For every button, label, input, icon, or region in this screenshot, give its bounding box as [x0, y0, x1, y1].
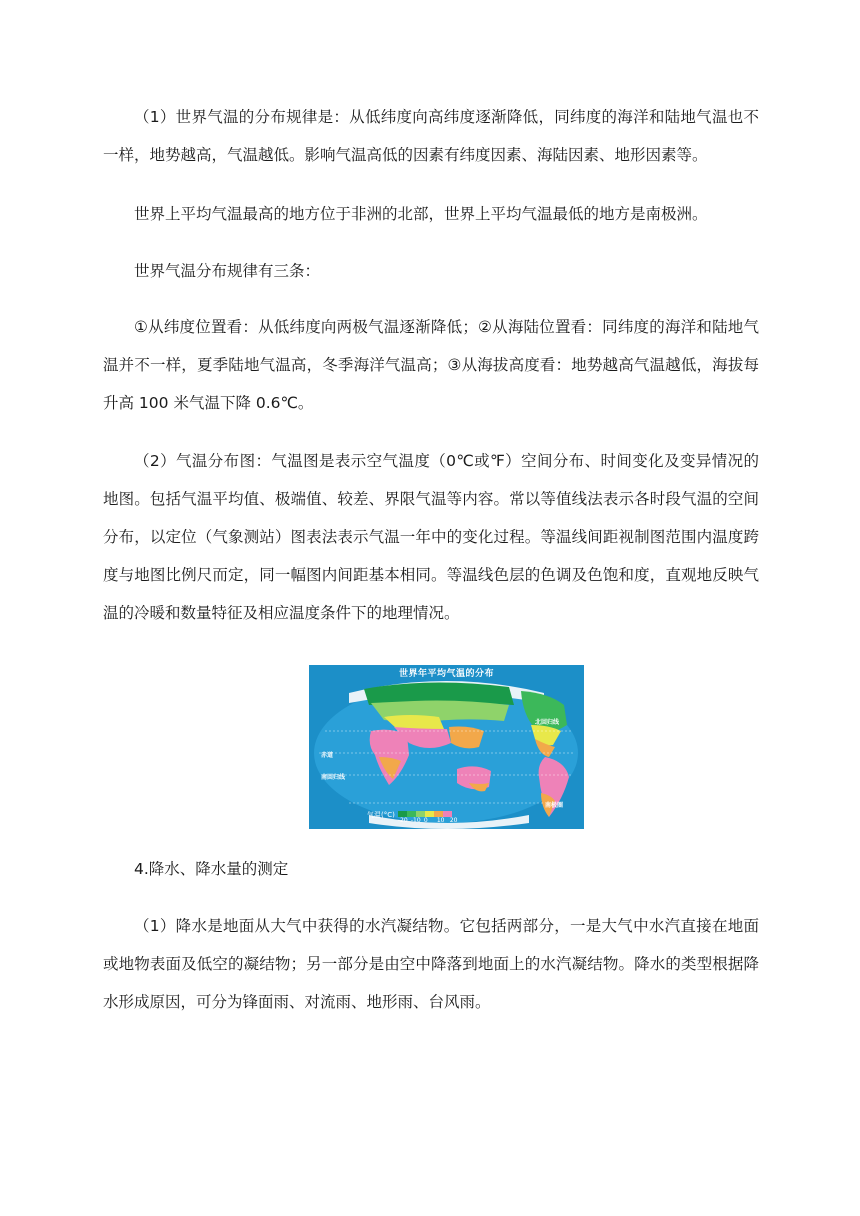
legend-tick-label: 20 [449, 817, 458, 824]
section-heading-precipitation: 4.降水、降水量的测定 [134, 860, 289, 878]
paragraph-temperature-rule: （1）世界气温的分布规律是：从低纬度向高纬度逐渐降低，同纬度的海洋和陆地气温也不一样，地势越高，气温越低。影响气温高低的因素有纬度因素、海陆因素、地形因素等。 [103, 108, 759, 164]
label-tropic-north: 北回归线 [535, 719, 560, 726]
paragraph-precipitation: （1）降水是地面从大气中获得的水汽凝结物。它包括两部分，一是大气中水汽直接在地面或地物表面及低空的凝结物；另一部分是由空中降落到地面上的水汽凝结物。降水的类型根据降水形成原因，可分为锋面雨、对流雨、地形雨、台风雨。 [103, 917, 759, 1011]
paragraph-three-rules: ①从纬度位置看：从低纬度向两极气温逐渐降低；②从海陆位置看：同纬度的海洋和陆地气温并不一样，夏季陆地气温高，冬季海洋气温高；③从海拔高度看：地势越高气温越低，海拔每升高 100 米气温下降 0.6℃。 [103, 318, 759, 412]
world-temperature-map [309, 665, 584, 829]
label-equator: 赤道 [321, 752, 334, 759]
legend-tick-row [398, 817, 463, 825]
legend-tick-label: 10 [436, 817, 445, 824]
paragraph-extremes: 世界上平均气温最高的地方位于非洲的北部，世界上平均气温最低的地方是南极洲。 [134, 205, 708, 223]
label-tropic-south: 南回归线 [321, 774, 346, 781]
map-graphic [309, 665, 584, 829]
map-legend [367, 811, 463, 827]
paragraph-three-rules-intro: 世界气温分布规律有三条： [134, 262, 321, 280]
map-title: 世界年平均气温的分布 [398, 669, 494, 679]
legend-title: 气温(°C) [367, 811, 395, 819]
legend-tick-label: 0 [423, 817, 428, 824]
label-antarctic-circle: 南极圈 [545, 802, 564, 809]
legend-tick-label: -10 [410, 817, 421, 824]
paragraph-temperature-map: （2）气温分布图：气温图是表示空气温度（0℃或℉）空间分布、时间变化及变异情况的地图。包括气温平均值、极端值、较差、界限气温等内容。常以等值线法表示各时段气温的空间分布，以定位（气象测站）图表法表示气温一年中的变化过程。等温线间距视制图范围内温度跨度与地图比例尺而定，同一幅图内间距基本相同。等温线色层的色调及色饱和度，直观地反映气温的冷暖和数量特征及相应温度条件下的地理情况。 [103, 452, 759, 622]
legend-tick-label: -20 [397, 817, 408, 824]
